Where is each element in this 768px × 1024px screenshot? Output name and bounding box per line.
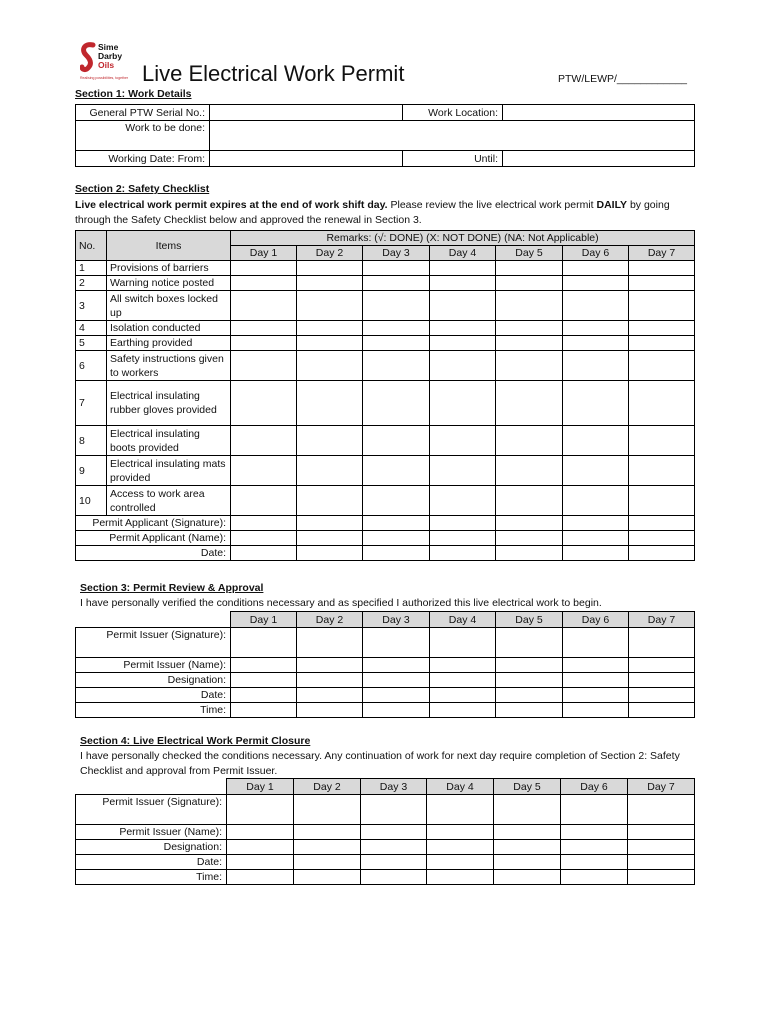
checklist-cell[interactable] — [297, 351, 363, 381]
sign-cell[interactable] — [563, 688, 629, 703]
sign-cell[interactable] — [294, 840, 361, 855]
section4-intro: I have personally checked the conditions necessary. Any continuation of work for next day require completion of Section 2: Safety Checklist and approval from Permit Issuer. — [80, 750, 680, 777]
checklist-cell[interactable] — [430, 291, 496, 321]
checklist-cell[interactable] — [496, 426, 563, 456]
sign-cell[interactable] — [227, 795, 294, 825]
sign-cell[interactable] — [227, 825, 294, 840]
checklist-cell[interactable] — [297, 381, 363, 426]
item-number: 9 — [76, 456, 107, 486]
checklist-cell[interactable] — [363, 381, 430, 426]
sign-cell[interactable] — [297, 628, 363, 658]
sign-cell[interactable] — [496, 703, 563, 718]
sign-cell[interactable] — [427, 825, 494, 840]
sign-cell[interactable] — [494, 870, 561, 885]
until-field[interactable] — [503, 151, 695, 167]
item-number: 2 — [76, 276, 107, 291]
day-header: Day 6 — [563, 246, 629, 261]
sign-cell[interactable] — [430, 628, 496, 658]
checklist-cell[interactable] — [430, 351, 496, 381]
checklist-cell[interactable] — [297, 486, 363, 516]
checklist-cell[interactable] — [297, 291, 363, 321]
checklist-cell[interactable] — [563, 291, 629, 321]
checklist-row — [76, 261, 695, 276]
checklist-cell[interactable] — [363, 456, 430, 486]
checklist-cell[interactable] — [496, 351, 563, 381]
checklist-cell[interactable] — [629, 291, 695, 321]
item-text: Safety instructions given to workers — [107, 351, 231, 381]
sign-cell[interactable] — [496, 658, 563, 673]
sign-cell[interactable] — [494, 825, 561, 840]
sign-cell[interactable] — [563, 703, 629, 718]
applicant-row — [76, 546, 695, 561]
sign-cell[interactable] — [563, 658, 629, 673]
sign-row — [76, 658, 695, 673]
location-field[interactable] — [503, 105, 695, 121]
applicant-cell[interactable] — [363, 546, 430, 561]
day-header: Day 3 — [363, 246, 430, 261]
applicant-cell[interactable] — [629, 516, 695, 531]
applicant-label: Date: — [76, 546, 231, 561]
checklist-cell[interactable] — [363, 336, 430, 351]
applicant-cell[interactable] — [231, 531, 297, 546]
sign-row — [76, 870, 695, 885]
day-header: Day 1 — [231, 612, 297, 628]
section1-heading: Section 1: Work Details — [75, 88, 192, 100]
item-number: 3 — [76, 291, 107, 321]
checklist-cell[interactable] — [297, 426, 363, 456]
sign-cell[interactable] — [430, 658, 496, 673]
sign-cell[interactable] — [629, 703, 695, 718]
sign-cell[interactable] — [430, 673, 496, 688]
checklist-row — [76, 486, 695, 516]
sign-row — [76, 795, 695, 825]
checklist-row — [76, 381, 695, 426]
checklist-cell[interactable] — [231, 321, 297, 336]
day-header: Day 1 — [227, 779, 294, 795]
applicant-cell[interactable] — [629, 531, 695, 546]
logo-tagline: Realising possibilities, together — [80, 76, 129, 80]
checklist-row — [76, 351, 695, 381]
checklist-cell[interactable] — [231, 351, 297, 381]
day-header: Day 4 — [430, 246, 496, 261]
checklist-cell[interactable] — [496, 261, 563, 276]
checklist-cell[interactable] — [629, 351, 695, 381]
day-header-row — [76, 612, 695, 628]
applicant-cell[interactable] — [231, 546, 297, 561]
closure-table — [75, 778, 695, 885]
sign-cell[interactable] — [363, 658, 430, 673]
checklist-cell[interactable] — [231, 381, 297, 426]
col-items-header: Items — [107, 231, 231, 261]
applicant-row — [76, 531, 695, 546]
item-text: Isolation conducted — [107, 321, 231, 336]
item-text: Electrical insulating rubber gloves provided — [107, 381, 231, 426]
sign-label: Time: — [76, 870, 227, 885]
applicant-cell[interactable] — [297, 546, 363, 561]
checklist-cell[interactable] — [496, 456, 563, 486]
checklist-cell[interactable] — [363, 486, 430, 516]
sign-cell[interactable] — [628, 825, 695, 840]
checklist-cell[interactable] — [231, 291, 297, 321]
work-field[interactable] — [210, 121, 695, 151]
date-from-field[interactable] — [210, 151, 403, 167]
item-text: Warning notice posted — [107, 276, 231, 291]
checklist-cell[interactable] — [563, 336, 629, 351]
sign-cell[interactable] — [427, 795, 494, 825]
checklist-cell[interactable] — [496, 336, 563, 351]
checklist-cell[interactable] — [430, 456, 496, 486]
checklist-cell[interactable] — [629, 486, 695, 516]
checklist-cell[interactable] — [363, 426, 430, 456]
day-header: Day 5 — [496, 612, 563, 628]
sign-cell[interactable] — [363, 628, 430, 658]
sign-cell[interactable] — [430, 703, 496, 718]
checklist-cell[interactable] — [363, 276, 430, 291]
sign-cell[interactable] — [496, 673, 563, 688]
checklist-cell[interactable] — [363, 291, 430, 321]
checklist-cell[interactable] — [563, 486, 629, 516]
sign-cell[interactable] — [297, 688, 363, 703]
sign-label: Date: — [76, 855, 227, 870]
sign-cell[interactable] — [361, 840, 427, 855]
sign-cell[interactable] — [361, 795, 427, 825]
company-logo — [80, 42, 136, 82]
checklist-cell[interactable] — [563, 276, 629, 291]
applicant-cell[interactable] — [430, 516, 496, 531]
checklist-cell[interactable] — [629, 456, 695, 486]
sign-cell[interactable] — [361, 870, 427, 885]
checklist-cell[interactable] — [231, 261, 297, 276]
sign-cell[interactable] — [629, 658, 695, 673]
day-header: Day 3 — [363, 612, 430, 628]
sign-cell[interactable] — [496, 628, 563, 658]
sign-cell[interactable] — [294, 870, 361, 885]
checklist-cell[interactable] — [629, 321, 695, 336]
sign-label: Permit Issuer (Name): — [76, 658, 231, 673]
sign-cell[interactable] — [494, 795, 561, 825]
day-header-row — [76, 779, 695, 795]
sign-cell[interactable] — [231, 673, 297, 688]
col-no-header: No. — [76, 231, 107, 261]
day-header: Day 1 — [231, 246, 297, 261]
sign-cell[interactable] — [227, 840, 294, 855]
applicant-cell[interactable] — [496, 546, 563, 561]
item-number: 7 — [76, 381, 107, 426]
sign-cell[interactable] — [628, 840, 695, 855]
item-text: Earthing provided — [107, 336, 231, 351]
sign-cell[interactable] — [231, 688, 297, 703]
item-number: 6 — [76, 351, 107, 381]
sign-cell[interactable] — [231, 658, 297, 673]
work-label: Work to be done: — [76, 121, 210, 151]
item-text: Electrical insulating boots provided — [107, 426, 231, 456]
checklist-cell[interactable] — [430, 336, 496, 351]
item-number: 1 — [76, 261, 107, 276]
sign-cell[interactable] — [361, 855, 427, 870]
item-text: All switch boxes locked up — [107, 291, 231, 321]
sign-cell[interactable] — [561, 795, 628, 825]
safety-checklist-table — [75, 230, 695, 561]
checklist-cell[interactable] — [629, 381, 695, 426]
sign-row — [76, 628, 695, 658]
sign-cell[interactable] — [363, 703, 430, 718]
sign-cell[interactable] — [297, 658, 363, 673]
until-label: Until: — [403, 151, 503, 167]
item-number: 10 — [76, 486, 107, 516]
day-header: Day 6 — [563, 612, 629, 628]
work-details-table — [75, 104, 695, 167]
section2-intro-bold: Live electrical work permit expires at the end of work shift day. — [75, 199, 388, 211]
sign-cell[interactable] — [231, 703, 297, 718]
serial-field[interactable] — [210, 105, 403, 121]
checklist-cell[interactable] — [563, 426, 629, 456]
ptw-reference: PTW/LEWP/____________ — [558, 73, 687, 85]
checklist-row — [76, 276, 695, 291]
checklist-cell[interactable] — [430, 276, 496, 291]
checklist-cell[interactable] — [297, 276, 363, 291]
checklist-cell[interactable] — [231, 426, 297, 456]
sign-cell[interactable] — [227, 855, 294, 870]
sign-cell[interactable] — [563, 673, 629, 688]
applicant-cell[interactable] — [563, 531, 629, 546]
checklist-cell[interactable] — [629, 336, 695, 351]
day-header: Day 7 — [629, 246, 695, 261]
sign-cell[interactable] — [361, 825, 427, 840]
sign-cell[interactable] — [363, 673, 430, 688]
day-header: Day 2 — [294, 779, 361, 795]
sign-cell[interactable] — [427, 870, 494, 885]
checklist-cell[interactable] — [563, 261, 629, 276]
applicant-cell[interactable] — [496, 516, 563, 531]
sign-cell[interactable] — [294, 795, 361, 825]
applicant-row — [76, 516, 695, 531]
sign-cell[interactable] — [297, 703, 363, 718]
applicant-cell[interactable] — [363, 531, 430, 546]
page-title: Live Electrical Work Permit — [142, 61, 405, 86]
sign-cell[interactable] — [294, 855, 361, 870]
sign-cell[interactable] — [496, 688, 563, 703]
section2-heading: Section 2: Safety Checklist — [75, 183, 210, 195]
sign-row — [76, 673, 695, 688]
day-header: Day 5 — [494, 779, 561, 795]
day-header: Day 6 — [561, 779, 628, 795]
applicant-cell[interactable] — [496, 531, 563, 546]
applicant-cell[interactable] — [297, 531, 363, 546]
day-header: Day 7 — [629, 612, 695, 628]
checklist-row — [76, 456, 695, 486]
checklist-cell[interactable] — [363, 321, 430, 336]
applicant-cell[interactable] — [231, 516, 297, 531]
checklist-cell[interactable] — [430, 321, 496, 336]
sign-cell[interactable] — [561, 855, 628, 870]
day-header: Day 5 — [496, 246, 563, 261]
blank-corner — [76, 779, 227, 795]
sign-row — [76, 840, 695, 855]
serial-label: General PTW Serial No.: — [76, 105, 210, 121]
checklist-cell[interactable] — [496, 321, 563, 336]
sign-cell[interactable] — [561, 825, 628, 840]
sign-cell[interactable] — [227, 870, 294, 885]
sign-row — [76, 825, 695, 840]
day-header: Day 4 — [427, 779, 494, 795]
sign-label: Designation: — [76, 840, 227, 855]
checklist-cell[interactable] — [563, 456, 629, 486]
day-header: Day 2 — [297, 246, 363, 261]
applicant-label: Permit Applicant (Name): — [76, 531, 231, 546]
checklist-cell[interactable] — [496, 291, 563, 321]
sign-cell[interactable] — [561, 870, 628, 885]
item-number: 4 — [76, 321, 107, 336]
sign-label: Time: — [76, 703, 231, 718]
checklist-cell[interactable] — [563, 381, 629, 426]
checklist-cell[interactable] — [231, 486, 297, 516]
applicant-cell[interactable] — [363, 516, 430, 531]
checklist-cell[interactable] — [430, 426, 496, 456]
sign-cell[interactable] — [430, 688, 496, 703]
section4-heading: Section 4: Live Electrical Work Permit Closure — [80, 735, 311, 747]
checklist-cell[interactable] — [563, 351, 629, 381]
remarks-header: Remarks: (√: DONE) (X: NOT DONE) (NA: Not Applicable) — [231, 231, 695, 246]
checklist-cell[interactable] — [231, 456, 297, 486]
sign-cell[interactable] — [629, 673, 695, 688]
section2-intro: Live electrical work permit expires at the end of work shift day. Please review the live electrical work permit DAILY by going through the Safety Checklist below and approved the renewal in Section 3. — [75, 199, 670, 226]
applicant-label: Permit Applicant (Signature): — [76, 516, 231, 531]
checklist-cell[interactable] — [297, 261, 363, 276]
sign-row — [76, 855, 695, 870]
approval-table — [75, 611, 695, 718]
applicant-cell[interactable] — [563, 546, 629, 561]
checklist-cell[interactable] — [430, 486, 496, 516]
checklist-cell[interactable] — [629, 426, 695, 456]
sign-cell[interactable] — [297, 673, 363, 688]
sign-cell[interactable] — [629, 628, 695, 658]
sign-label: Permit Issuer (Signature): — [76, 795, 227, 825]
day-header: Day 3 — [361, 779, 427, 795]
sign-cell[interactable] — [561, 840, 628, 855]
sign-cell[interactable] — [427, 840, 494, 855]
day-header: Day 7 — [628, 779, 695, 795]
applicant-cell[interactable] — [430, 546, 496, 561]
sign-row — [76, 703, 695, 718]
applicant-cell[interactable] — [563, 516, 629, 531]
checklist-cell[interactable] — [430, 381, 496, 426]
day-header: Day 2 — [297, 612, 363, 628]
checklist-cell[interactable] — [629, 276, 695, 291]
logo-wordmark: Sime Darby Oils — [98, 42, 123, 70]
item-number: 5 — [76, 336, 107, 351]
item-text: Access to work area controlled — [107, 486, 231, 516]
sign-cell[interactable] — [363, 688, 430, 703]
checklist-cell[interactable] — [231, 276, 297, 291]
sign-cell[interactable] — [494, 840, 561, 855]
sign-cell[interactable] — [494, 855, 561, 870]
day-header: Day 4 — [430, 612, 496, 628]
sime-darby-logo-icon — [80, 42, 96, 74]
checklist-cell[interactable] — [629, 261, 695, 276]
checklist-cell[interactable] — [297, 321, 363, 336]
item-text: Provisions of barriers — [107, 261, 231, 276]
section3-heading: Section 3: Permit Review & Approval — [80, 582, 264, 594]
checklist-row — [76, 321, 695, 336]
applicant-cell[interactable] — [430, 531, 496, 546]
checklist-row — [76, 336, 695, 351]
sign-cell[interactable] — [231, 628, 297, 658]
checklist-cell[interactable] — [297, 336, 363, 351]
sign-cell[interactable] — [628, 795, 695, 825]
checklist-row — [76, 291, 695, 321]
sign-cell[interactable] — [294, 825, 361, 840]
checklist-cell[interactable] — [363, 351, 430, 381]
sign-label: Date: — [76, 688, 231, 703]
sign-cell[interactable] — [628, 870, 695, 885]
checklist-cell[interactable] — [363, 261, 430, 276]
item-text: Electrical insulating mats provided — [107, 456, 231, 486]
checklist-cell[interactable] — [563, 321, 629, 336]
sign-cell[interactable] — [628, 855, 695, 870]
checklist-cell[interactable] — [297, 456, 363, 486]
checklist-cell[interactable] — [430, 261, 496, 276]
date-from-label: Working Date: From: — [76, 151, 210, 167]
sign-cell[interactable] — [563, 628, 629, 658]
checklist-row — [76, 426, 695, 456]
applicant-cell[interactable] — [297, 516, 363, 531]
checklist-cell[interactable] — [496, 381, 563, 426]
section3-intro: I have personally verified the conditions necessary and as specified I authorized this live electrical work to begin. — [80, 597, 602, 609]
sign-cell[interactable] — [427, 855, 494, 870]
sign-label: Designation: — [76, 673, 231, 688]
checklist-cell[interactable] — [231, 336, 297, 351]
sign-cell[interactable] — [629, 688, 695, 703]
location-label: Work Location: — [403, 105, 503, 121]
item-number: 8 — [76, 426, 107, 456]
blank-corner — [76, 612, 231, 628]
sign-label: Permit Issuer (Signature): — [76, 628, 231, 658]
applicant-cell[interactable] — [629, 546, 695, 561]
sign-label: Permit Issuer (Name): — [76, 825, 227, 840]
checklist-cell[interactable] — [496, 486, 563, 516]
checklist-cell[interactable] — [496, 276, 563, 291]
sign-row — [76, 688, 695, 703]
